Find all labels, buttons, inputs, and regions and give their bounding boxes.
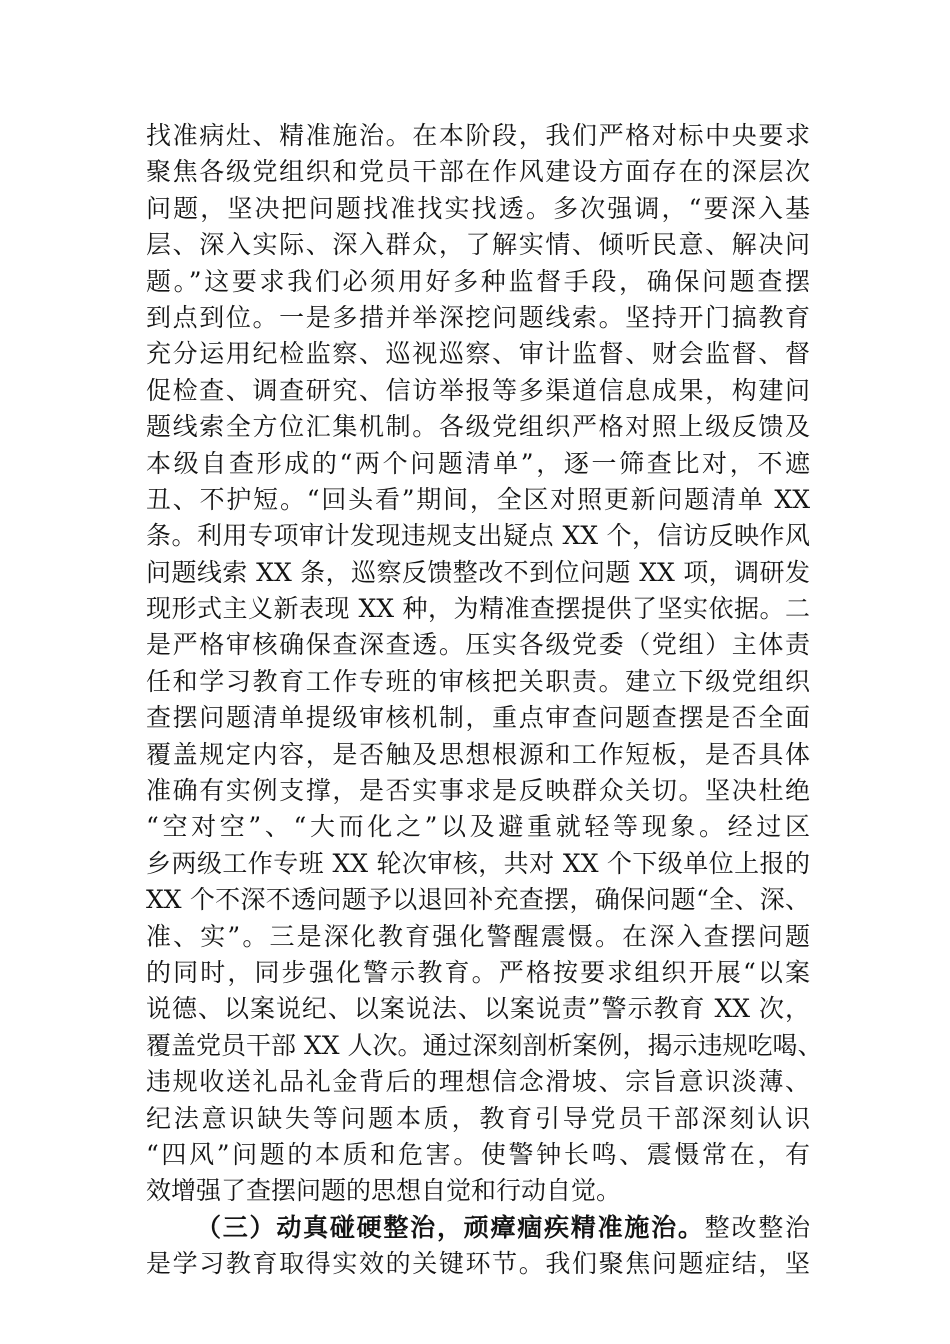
paragraph-line: 违规收送礼品礼金背后的理想信念滑坡、宗旨意识淡薄、 — [146, 1067, 810, 1097]
paragraph-line: 乡两级工作专班 XX 轮次审核，共对 XX 个下级单位上报的 — [146, 848, 810, 878]
paragraph-line: 任和学习教育工作专班的审核把关职责。建立下级党组织 — [146, 666, 810, 696]
paragraph-line: 覆盖规定内容，是否触及思想根源和工作短板，是否具体 — [146, 739, 810, 769]
section-heading-line — [146, 1210, 810, 1246]
section-heading: （三）动真碰硬整治，顽瘴痼疾精准施治。 — [196, 1212, 705, 1242]
paragraph-line: 覆盖党员干部 XX 人次。通过深刻剖析案例，揭示违规吃喝、 — [146, 1030, 823, 1060]
paragraph-line: 条。利用专项审计发现违规支出疑点 XX 个，信访反映作风 — [146, 521, 810, 551]
paragraph-line: 题线索全方位汇集机制。各级党组织严格对照上级反馈及 — [146, 412, 810, 442]
body-text — [146, 118, 823, 1283]
paragraph-line: 的同时，同步强化警示教育。严格按要求组织开展“以案 — [146, 957, 810, 987]
paragraph-line: 充分运用纪检监察、巡视巡察、审计监督、财会监督、督 — [146, 339, 810, 369]
paragraph-line: 准、实”。三是深化教育强化警醒震慑。在深入查摆问题 — [146, 921, 810, 951]
paragraph-line: 纪法意识缺失等问题本质，教育引导党员干部深刻认识 — [146, 1103, 810, 1133]
paragraph-line: 丑、不护短。“回头看”期间，全区对照更新问题清单 XX — [146, 484, 810, 514]
paragraph-line: 问题线索 XX 条，巡察反馈整改不到位问题 XX 项，调研发 — [146, 557, 810, 587]
paragraph-line: 到点到位。一是多措并举深挖问题线索。坚持开门搞教育 — [146, 302, 810, 332]
paragraph-line: “四风”问题的本质和危害。使警钟长鸣、震慑常在，有 — [146, 1139, 810, 1169]
paragraph-line: 找准病灶、精准施治。在本阶段，我们严格对标中央要求 — [146, 121, 810, 150]
paragraph-line: “空对空”、“大而化之”以及避重就轻等现象。经过区 — [146, 812, 810, 842]
paragraph-line: 准确有实例支撑，是否实事求是反映群众关切。坚决杜绝 — [146, 776, 810, 806]
paragraph-line: 题。”这要求我们必须用好多种监督手段，确保问题查摆 — [146, 266, 810, 296]
paragraph-line: 是学习教育取得实效的关键环节。我们聚焦问题症结，坚 — [146, 1249, 810, 1279]
paragraph-line: 查摆问题清单提级审核机制，重点审查问题查摆是否全面 — [146, 703, 810, 733]
paragraph-line: 现形式主义新表现 XX 种，为精准查摆提供了坚实依据。二 — [146, 594, 810, 624]
paragraph-line: 促检查、调查研究、信访举报等多渠道信息成果，构建问 — [146, 375, 810, 405]
section-heading-continuation: 整改整治 — [704, 1212, 810, 1242]
paragraph-line: XX 个不深不透问题予以退回补充查摆，确保问题“全、深、 — [146, 885, 810, 915]
paragraph-line: 效增强了查摆问题的思想自觉和行动自觉。 — [146, 1176, 622, 1206]
paragraph-line: 说德、以案说纪、以案说法、以案说责”警示教育 XX 次， — [146, 994, 810, 1024]
paragraph-line: 是严格审核确保查深查透。压实各级党委（党组）主体责 — [146, 630, 810, 660]
paragraph-line: 本级自查形成的“两个问题清单”，逐一筛查比对，不遮 — [146, 448, 810, 478]
paragraph-line: 问题，坚决把问题找准找实找透。多次强调，“要深入基 — [146, 193, 810, 223]
paragraph-line: 聚焦各级党组织和党员干部在作风建设方面存在的深层次 — [146, 157, 810, 187]
paragraph-line: 层、深入实际、深入群众，了解实情、倾听民意、解决问 — [146, 230, 810, 260]
